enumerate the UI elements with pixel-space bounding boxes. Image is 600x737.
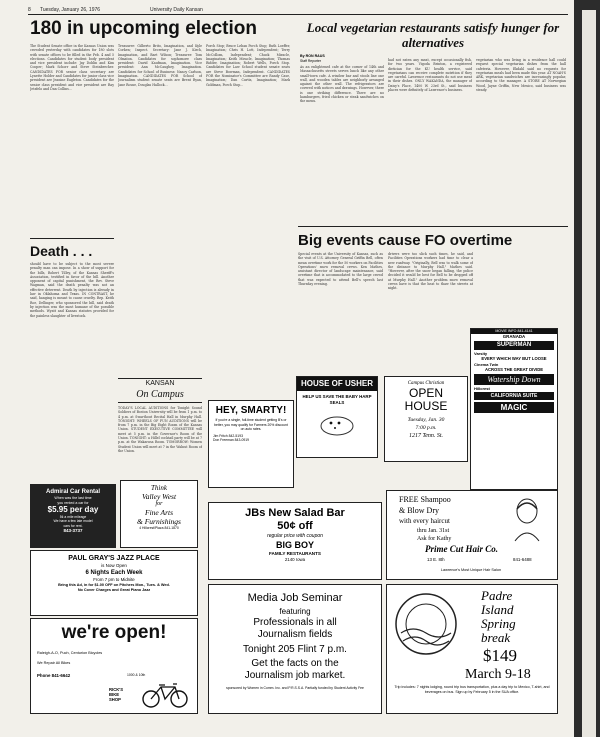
bike-phone: Phone 841-6642 [37, 673, 71, 678]
vegetarian-headline: Local vegetarian restaurants satisfy hunger for alternatives [306, 20, 560, 50]
movie-every-which-way: EVERY WHICH WAY BUT LOOSE [481, 356, 547, 361]
usher-sub: HELP US SAVE THE BABY HARP SEALS [302, 394, 372, 405]
election-headline: 180 in upcoming election [30, 18, 257, 39]
prime-line2: & Blow Dry [399, 506, 439, 515]
christian-address: 1217 Tenn. St. [408, 433, 444, 439]
admiral-title: Admiral Car Rental [45, 489, 100, 495]
baby-seal-icon [317, 408, 357, 438]
movie-superman: SUPERMAN [474, 341, 554, 350]
folio-rule [28, 14, 568, 15]
bike-title: we're open! [61, 622, 167, 643]
movies-theatre: GRANADA [502, 334, 526, 339]
jazz-line2: From 7 pm to Midnite [93, 577, 135, 582]
padre-line2: Island [481, 602, 514, 617]
christian-line1: OPEN [408, 386, 443, 400]
jazz-line4: No Cover Charges and Great Piano Jazz [77, 588, 151, 592]
media-footer: sponsored by Women in Comm. Inc. and P.R.S.S.A. Partially funded by Student Activity Fee [226, 686, 364, 690]
admiral-line3: 5¢ a mile mileage [59, 515, 87, 519]
kansan-rule-top [118, 378, 202, 379]
media-title: Media Job Seminar [247, 592, 343, 604]
jbs-price: 50¢ off [277, 520, 313, 532]
valley-line6: 4 Hillcrest/Plaza 841-1870 [139, 526, 179, 530]
movies-header: MOVIE INFO 841-4141 [471, 329, 557, 334]
vegetarian-rule [298, 226, 568, 227]
padre-fine-print: Trip includes: 7 nights lodging, round trip bus transportation, plus a day trip to Mexico, T-shirt, and beverages on bus. Sign up by February 5 in the SUA office. [394, 685, 550, 694]
media-job-seminar-ad [208, 584, 382, 714]
kansan-rule-bottom [118, 402, 202, 403]
valley-line5: & Furnishings [137, 517, 181, 526]
smarty-agent1: Jim Fritch 842-5193 [213, 433, 243, 438]
media-line5: Get the facts on the [251, 658, 339, 669]
kansan-text: TODAY'S LOCAL AUDITIONS for Tonight Sound Soldiers of Boston University will be from 1 p.m. to 4 p.m. at Swarthout Recital Hall in Murphy Hall. TONIGHT: WHEELS OF FUN AUDITIONS will be from 7 p.m. in the Big Eight Room of the Kansas Union. STUDENT EXECUTIVE COMMITTEE will meet at 5 p.m. in the Governor's Room of the Union. TONIGHT: a Hillel cocktail party will be at 7 p.m. at the Wakarusa Room. TOMORROW: Women Student Union will meet at 7 in the Walnut Room of the Union. [118, 406, 202, 453]
valley-line3: for [155, 501, 163, 507]
media-line3: Journalism fields [257, 629, 333, 640]
paper-name: University Daily Kansan [150, 7, 203, 13]
vegetarian-col-2: had not eaten any meat, except occasionally fish, for two years. Vigoda Brinton, a registered dietician for the KU health service, said vegetarians can receive complete nutrition if they are careful. Lawrence restaurants do not use meat in their dishes. ONLY WAKANDA, the manager of Daisy's Place, 1400 W. 23rd St., said business places were definitely of Lawrence's business. [388, 58, 472, 93]
valley-west-ad [120, 480, 198, 548]
admiral-line5: cars for rent. [63, 523, 83, 528]
christian-title: Campus Christian [407, 381, 445, 386]
smarty-body: If you're a single, full-time student getting B's or better, you may qualify for Farmers 20% discount on auto rates. [214, 418, 288, 431]
election-col-1: The Student Senate office in the Kansas Union was crowded yesterday with candidates for 180 slots with senate offices to be filled in the Feb. 4 and 5 elections. Candidates for student body president and vice president include: Jay Doblin and Kim Cooper; Mark Schorr and Steve Steinbrecher. CANDIDATES FOR senior class secretary are Lynette Holder and Candidates for junior class vice president are Jeanine Eagleton. Candidates for the senior class president and vice president are Ray Jetzfelo and Dan Collins... [30, 44, 114, 91]
overtime-col-2: drivers were too slick such times, he said, and Facilities Operations workers had time to clear a new roadway. "Originally, Bell was to walk some of the distance to Murphy Hall," Mathes said. "However, after the snow began falling, the police decided it would be best for Bell to be dropped off at Murphy Hall." Another problem snow removal crews have is that the heat to thaw the streets at night. [388, 252, 473, 291]
admiral-price: $5.95 per day [47, 505, 99, 514]
overtime-headline: Big events cause FO overtime [298, 232, 513, 249]
smarty-greeting: HEY, SMARTY! [215, 405, 287, 416]
media-line1: featuring [279, 607, 311, 616]
hair-stylist-icon [505, 495, 549, 545]
sun-waves-icon [391, 589, 461, 659]
padre-dates: March 9-18 [465, 667, 531, 682]
jbs-line1: regular price with coupon [267, 533, 323, 539]
farmers-smarty-ad [208, 400, 294, 488]
movie-california-suite: CALIFORNIA SUITE [474, 392, 554, 400]
movie-great-divide: ACROSS THE GREAT DIVIDE [484, 367, 544, 372]
jazz-line1: 6 Nights Each Week [85, 570, 143, 576]
padre-line4: break [481, 630, 511, 645]
vegetarian-byline-role: Staff Reporter [300, 59, 322, 63]
movies-hillcrest: Hillcrest [474, 386, 490, 391]
election-col-2: Treasurer: Gilberto Brito, Imagination, and Kyle Corken; Inspect. Secretary: Jane J. Kirch, Imagination, and Bart Wilson; Treasurer: Tom Olmaton. Candidates for sophomore class president: David Kaufman, Imagination. Vice president: Ann McCaughey, Imagination. Candidates for School of Business: Nancy Carlson, Imagination. CANDIDATES FOR School of Journalism student senate seats are Brent Ryan, Jane Rouse, Douglas Hallock... [118, 44, 202, 87]
movie-magic: MAGIC [474, 402, 554, 413]
valley-line4: Fine Arts [145, 508, 173, 517]
jbs-brand: BIG BOY [275, 540, 314, 550]
prime-line3: with every haircut [399, 517, 450, 525]
prime-phone: 841-6488 [513, 557, 532, 562]
admiral-line2: you rented a car for [57, 500, 89, 505]
movies-cinema-twin: Cinema Twin [474, 362, 499, 367]
campus-christian-ad [384, 376, 468, 462]
vegetarian-col-1: As an enlightened cafe at the corner of 14th and Massachusetts streets serves lunch like any other small-town cafe. A window bar and stools line one wall, and wooden tables are neighborly arranged against the other wall. The refrigerators are covered with notices and drawings. However, there is one striking difference. There are no hamburgers, fried chicken or steak sandwiches on the menu. [300, 65, 384, 104]
padre-island-ad [386, 584, 558, 714]
prime-line5: Ask for Kathy [417, 536, 452, 542]
bike-address: 1000 & 10th [127, 673, 146, 677]
election-col-3: Porch Stop; Bruce Leban Porch Stop; Ruth Loeffer, Imagination; Chris H. Lott, Independent; Terry McCollom, Independent; Chuck Miracle, Imagination; Keith Miracle, Imagination; Thomas Ridder, Imagination; Robert Wells, Porch Stop. Candidates for Law School student senate seats are Steve Bowman, Independent. CANDIDATES FOR the Nominator's Committee are Randy Case, Imagination; Dan Curtis, Imagination; Mark Goldman, Porch Stop... [206, 44, 290, 87]
jbs-line2: FAMILY RESTAURANTS [269, 551, 321, 556]
jazz-line3: Bring this Ad, in for $1.00 OFF on Pitchers Mon., Tues. & Wed. [58, 583, 170, 587]
next-page-edge [582, 10, 596, 737]
valley-line2: Valley West [141, 492, 177, 501]
admiral-line1: When was the last time [54, 496, 92, 500]
prime-cut-hair-ad [386, 490, 558, 580]
death-rule [30, 238, 114, 239]
prime-line4: thru Jan. 31st [417, 528, 450, 534]
christian-line2: HOUSE [404, 399, 448, 413]
bike-shop-name: RICK'S BIKE SHOP [109, 687, 124, 702]
jbs-salad-bar-ad [208, 502, 382, 580]
jbs-title: JBs New Salad Bar [245, 507, 345, 519]
movie-listings-ad [470, 328, 558, 490]
padre-price: $149 [483, 646, 517, 665]
overtime-col-1: Special events at the University of Kansas, such as the visit of U.S. Attorney General Griffin Bell, often mean overtime work for the 50 workers on Facilities Operations' snow removal crews. Ken Mathes, assistant director of landscape maintenance, said overtime that is accommodated to the large crowd that was expected to attend Bell's speech last Thursday evening. [298, 252, 383, 287]
bike-shop-ad [30, 618, 198, 714]
smarty-agent2: Don Freeman 843-0919 [213, 438, 250, 443]
kansan-title-bottom: On Campus [136, 389, 184, 400]
house-of-usher-ad [296, 376, 378, 458]
valley-line1: Think [151, 484, 167, 492]
prime-address: 13 E. 8th [427, 557, 445, 562]
media-line6: Journalism job market. [244, 670, 346, 681]
vegetarian-col-3: vegetarian who was living in a residence hall could request special vegetarian dishes from the hall cafeteria. However, Ekdahl said no requests for vegetarian meals had been made this year. AT NOAH'S ARK, vegetarian sandwiches are increasingly popular, according to the manager. A STORE AT Norwegian Wood, Jayne Griffin, New Mexico, said business was steady. [476, 58, 566, 93]
admiral-phone: 843-3737 [63, 528, 83, 534]
christian-time: 7:00 p.m. [415, 425, 437, 431]
kansan-title-top: KANSAN [145, 380, 175, 387]
page-number: 8 [28, 7, 31, 13]
bike-line2: We Repair All Bikes [37, 661, 71, 665]
death-text: should have to be subject to the most severe penalty man can impose. In a show of support for the bills, Robert Tilley, of the Kansas Sheriff's Association, testified in favor of the bill. Another opponent of capital punishment, the Rev. Steve Wagman, said the death penalty was not an effective deterrent. Death by injection is already in law in Oklahoma and Texas. IN CONTRAST, he said, hanging is meant to cause cruelty. Rep. Keith Roe, Dellinger, who sponsored the bill, said death by injection was the most humane of the possible methods. Wyatt and Kansas statutes provided for the painless slaughter of livestock. [30, 262, 114, 318]
jazz-title: PAUL GRAY'S JAZZ PLACE [68, 555, 160, 562]
admiral-car-rental-ad [30, 484, 116, 548]
movies-varsity: Varsity [474, 351, 488, 356]
jazz-place-ad [30, 550, 198, 616]
jazz-sub: is Now Open [101, 563, 127, 568]
christian-date: Tuesday, Jan. 30 [407, 417, 445, 423]
death-headline: Death . . . [30, 243, 93, 259]
admiral-line4: We have a few late model [53, 519, 93, 524]
padre-line1: Padre [481, 588, 513, 603]
usher-title: HOUSE OF USHER [297, 377, 377, 391]
media-line4: Tonight 205 Flint 7 p.m. [243, 644, 347, 655]
prime-footer: Lawrence's Most Unique Hair Salon [440, 568, 502, 572]
bicycle-icon [139, 681, 191, 709]
vegetarian-byline: By RON RAUS [300, 54, 325, 58]
prime-line1: FREE Shampoo [399, 495, 451, 504]
prime-name: Prime Cut Hair Co. [425, 544, 499, 554]
bike-line1: Raleigh-A-O, Puch, Centurion Bicycles [37, 651, 103, 655]
media-line2: Professionals in all [253, 617, 337, 628]
jbs-address: 2140 Iowa [284, 557, 306, 562]
movie-watership-down: Watership Down [474, 374, 554, 385]
padre-line3: Spring [481, 616, 516, 631]
issue-date: Tuesday, January 26, 1976 [40, 7, 101, 13]
